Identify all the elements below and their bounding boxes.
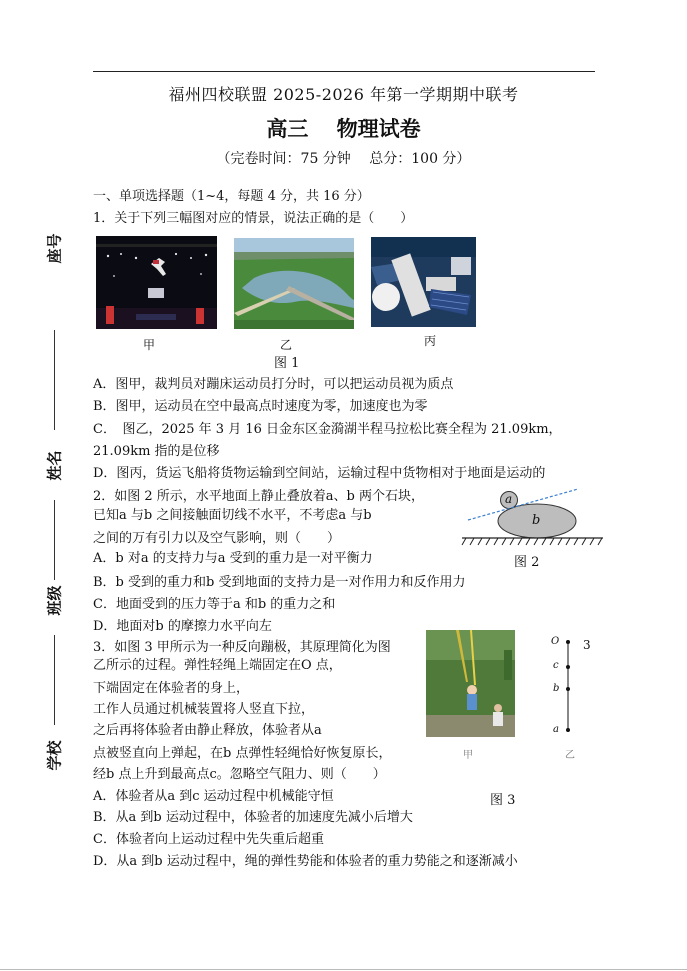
q3-option-b: B．从a 到b 运动过程中，体验者的加速度先减小后增大 [93,810,413,825]
q1-option-c-cont: 21.09km 指的是位移 [93,444,220,459]
q3-stem-line7: 经b 点上升到最高点c。忽略空气阻力、则（ ） [93,767,386,782]
trampoline-photo [96,236,217,329]
diagram-number: 3 [583,638,591,652]
exam-info: （完卷时间：75 分钟 总分：100 分） [216,151,471,167]
q3-option-a: A．体验者从a 到c 运动过程中机械能守恒 [93,789,334,804]
q2-option-c: C．地面受到的压力等于a 和b 的重力之和 [93,597,336,612]
seat-line [54,330,55,430]
space-station-photo [371,237,476,327]
point-a: a [553,724,559,735]
q1-option-d: D．图丙，货运飞船将货物运输到空间站，运输过程中货物相对于地面是运动的 [93,466,546,481]
q3-option-d: D．从a 到b 运动过程中，绳的弹性势能和体验者的重力势能之和逐渐减小 [93,854,518,869]
name-label: 姓名 [45,450,64,481]
page-bottom-rule [0,969,687,970]
point-b: b [553,683,560,694]
q2-option-d: D．地面对b 的摩擦力水平向左 [93,619,272,634]
q3-stem-line5: 之后再将体验者由静止释放，体验者从a [93,723,322,738]
q2-stem-line3: 之间的万有引力以及空气影响，则（ ） [93,531,341,546]
q2-option-b: B．b 受到的重力和b 受到地面的支持力是一对作用力和反作用力 [93,575,466,590]
exam-title: 福州四校联盟 2025-2026 年第一学期期中联考 [168,85,519,104]
name-line [54,500,55,580]
q1-option-a: A．图甲，裁判员对蹦床运动员打分时，可以把运动员视为质点 [93,377,454,392]
figure1-label: 图 1 [274,356,300,371]
caption-bing: 丙 [424,334,437,348]
q3-stem-line1: 3．如图 3 甲所示为一种反向蹦极，其原理简化为图 [93,640,391,655]
point-O: O [551,636,560,647]
q3-option-c: C．体验者向上运动过程中先失重后超重 [93,832,324,847]
q1-stem: 1．关于下列三幅图对应的情景，说法正确的是（ ） [93,211,414,226]
stone-a-label: a [505,492,513,506]
q3-stem-line2: 乙所示的过程。弹性轻绳上端固定在O 点， [93,658,342,673]
figure2-label: 图 2 [514,555,540,570]
stones-diagram [460,483,605,549]
q2-option-a: A．b 对a 的支持力与a 受到的重力是一对平衡力 [93,551,373,566]
q3-stem-line4: 工作人员通过机械装置将人竖直下拉， [93,702,315,717]
q1-option-c: C． 图乙，2025 年 3 月 16 日金东区金漪湖半程马拉松比赛全程为 21.09km， [93,422,562,437]
subcaption-jia: 甲 [463,750,473,761]
caption-yi: 乙 [280,338,293,352]
subcaption-yi: 乙 [565,750,575,761]
q2-stem-line2: 已知a 与b 之间接触面切线不水平，不考虑a 与b [93,508,372,523]
figure3-label: 图 3 [490,793,516,808]
q1-option-b: B．图甲，运动员在空中最高点时速度为零，加速度也为零 [93,399,428,414]
class-line [54,635,55,725]
point-c: c [553,660,559,671]
stone-b-label: b [532,513,541,528]
section-title: 一、单项选择题（1~4，每题 4 分，共 16 分） [93,189,370,204]
q3-stem-line6: 点被竖直向上弹起，在b 点弹性轻绳恰好恢复原长， [93,746,392,761]
class-label: 班级 [45,585,64,616]
q3-stem-line3: 下端固定在体验者的身上， [93,681,250,696]
header-rule [93,71,595,72]
bungee-photo [426,630,515,737]
seat-label: 座号 [45,233,64,264]
lake-aerial-photo [234,238,354,329]
subject-title: 高三 物理试卷 [266,117,421,141]
school-label: 学校 [45,740,64,771]
q2-stem-line1: 2．如图 2 所示，水平地面上静止叠放着a、b 两个石块， [93,489,425,504]
caption-jia: 甲 [143,338,156,352]
